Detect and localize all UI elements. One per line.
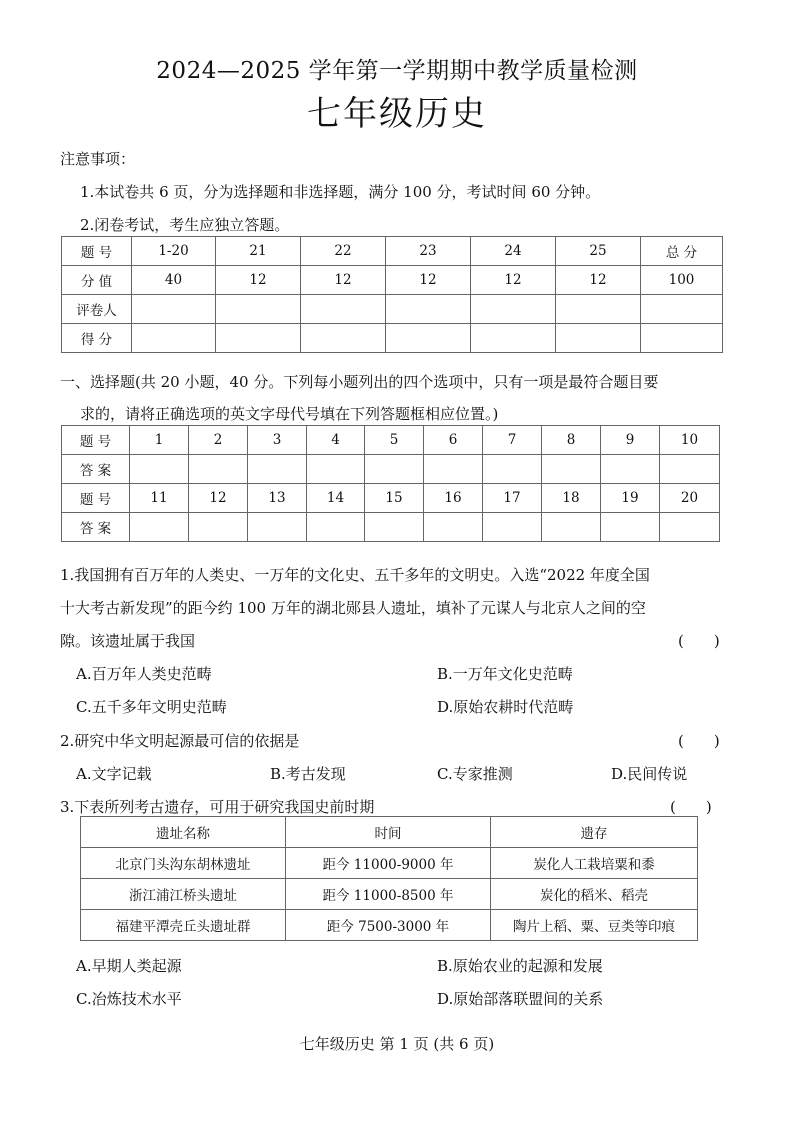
table-cell: 22 — [301, 237, 386, 266]
table-cell: 14 — [307, 484, 365, 513]
table-cell: 北京门头沟东胡林遗址 — [81, 848, 286, 879]
table-cell: 12 — [386, 266, 471, 295]
table-cell: 100 — [641, 266, 723, 295]
table-cell: 总 分 — [641, 237, 723, 266]
table-cell: 1-20 — [132, 237, 216, 266]
grader-cell[interactable] — [556, 295, 641, 324]
table-cell: 炭化人工栽培粟和黍 — [491, 848, 698, 879]
page-footer: 七年级历史 第 1 页 (共 6 页) — [299, 1035, 495, 1053]
grader-cell[interactable] — [216, 295, 301, 324]
table-cell: 13 — [248, 484, 307, 513]
answer-cell[interactable] — [248, 455, 307, 484]
q3-site-table — [80, 816, 698, 941]
table-cell: 20 — [660, 484, 720, 513]
q2-stem: 2.研究中华文明起源最可信的依据是 — [60, 732, 300, 750]
answer-cell[interactable] — [248, 513, 307, 542]
table-row — [81, 848, 698, 879]
q3-option-b: B.原始农业的起源和发展 — [437, 957, 603, 975]
q3-option-d: D.原始部落联盟间的关系 — [437, 990, 604, 1008]
table-cell: 陶片上稻、粟、豆类等印痕 — [491, 910, 698, 941]
grader-cell[interactable] — [386, 295, 471, 324]
score-cell[interactable] — [556, 324, 641, 353]
section1-intro-line2: 求的，请将正确选项的英文字母代号填在下列答题框相应位置。) — [80, 405, 499, 423]
grader-cell[interactable] — [641, 295, 723, 324]
exam-title: 2024—2025 学年第一学期期中教学质量检测 — [156, 58, 638, 84]
answer-cell[interactable] — [365, 513, 424, 542]
table-cell: 得 分 — [62, 324, 132, 353]
table-cell: 19 — [601, 484, 660, 513]
table-cell: 答 案 — [62, 455, 130, 484]
grader-cell[interactable] — [132, 295, 216, 324]
table-cell: 10 — [660, 426, 720, 455]
q2-option-c: C.专家推测 — [437, 765, 513, 783]
table-cell: 12 — [216, 266, 301, 295]
q3-stem: 3.下表所列考古遗存，可用于研究我国史前时期 — [60, 798, 375, 816]
note-item-1: 1.本试卷共 6 页，分为选择题和非选择题，满分 100 分，考试时间 60 分钟。 — [80, 183, 601, 201]
answer-table-row — [62, 484, 720, 513]
q1-option-b: B.一万年文化史范畴 — [437, 665, 573, 683]
table-cell: 25 — [556, 237, 641, 266]
answer-cell[interactable] — [660, 455, 720, 484]
answer-cell[interactable] — [483, 513, 542, 542]
table-cell: 距今 11000-8500 年 — [286, 879, 491, 910]
table-cell: 9 — [601, 426, 660, 455]
table-row — [81, 910, 698, 941]
table-cell: 4 — [307, 426, 365, 455]
table-cell: 11 — [130, 484, 189, 513]
answer-cell[interactable] — [130, 513, 189, 542]
notes-heading: 注意事项： — [60, 150, 136, 168]
table-header-cell: 遗存 — [491, 817, 698, 848]
table-cell: 15 — [365, 484, 424, 513]
table-cell: 1 — [130, 426, 189, 455]
table-cell: 福建平潭壳丘头遗址群 — [81, 910, 286, 941]
q1-stem-line3: 隙。该遗址属于我国 — [60, 632, 196, 650]
answer-cell[interactable] — [307, 455, 365, 484]
table-cell: 题 号 — [62, 237, 132, 266]
table-cell: 评卷人 — [62, 295, 132, 324]
table-cell: 21 — [216, 237, 301, 266]
score-cell[interactable] — [641, 324, 723, 353]
score-table-row — [62, 324, 723, 353]
table-cell: 题 号 — [62, 484, 130, 513]
score-cell[interactable] — [471, 324, 556, 353]
section1-intro-line1: 一、选择题(共 20 小题，40 分。下列每小题列出的四个选项中，只有一项是最符合题目要 — [60, 373, 659, 391]
answer-cell[interactable] — [130, 455, 189, 484]
table-cell: 17 — [483, 484, 542, 513]
answer-cell[interactable] — [307, 513, 365, 542]
score-table-row — [62, 266, 723, 295]
q2-option-b: B.考古发现 — [270, 765, 346, 783]
table-cell: 12 — [301, 266, 386, 295]
table-cell: 题 号 — [62, 426, 130, 455]
table-cell: 18 — [542, 484, 601, 513]
q3-option-a: A.早期人类起源 — [76, 957, 182, 975]
table-cell: 炭化的稻米、稻壳 — [491, 879, 698, 910]
table-cell: 12 — [189, 484, 248, 513]
score-cell[interactable] — [301, 324, 386, 353]
table-cell: 12 — [471, 266, 556, 295]
table-cell: 2 — [189, 426, 248, 455]
table-cell: 6 — [424, 426, 483, 455]
table-cell: 距今 11000-9000 年 — [286, 848, 491, 879]
table-cell: 40 — [132, 266, 216, 295]
q3-option-c: C.冶炼技术水平 — [76, 990, 182, 1008]
answer-cell[interactable] — [424, 455, 483, 484]
answer-table — [61, 425, 720, 542]
note-item-2: 2.闭卷考试，考生应独立答题。 — [80, 216, 290, 234]
answer-cell[interactable] — [365, 455, 424, 484]
q2-answer-blank[interactable]: ( ) — [678, 732, 720, 750]
table-cell: 12 — [556, 266, 641, 295]
answer-cell[interactable] — [483, 455, 542, 484]
table-cell: 16 — [424, 484, 483, 513]
table-cell: 答 案 — [62, 513, 130, 542]
table-header-cell: 遗址名称 — [81, 817, 286, 848]
score-cell[interactable] — [386, 324, 471, 353]
answer-cell[interactable] — [189, 455, 248, 484]
table-cell: 8 — [542, 426, 601, 455]
q1-option-d: D.原始农耕时代范畴 — [437, 698, 574, 716]
table-row — [81, 817, 698, 848]
answer-table-row — [62, 513, 720, 542]
q2-option-a: A.文字记载 — [76, 765, 152, 783]
grader-cell[interactable] — [471, 295, 556, 324]
exam-subject: 七年级历史 — [307, 94, 487, 134]
table-cell: 7 — [483, 426, 542, 455]
q1-option-a: A.百万年人类史范畴 — [76, 665, 212, 683]
table-cell: 23 — [386, 237, 471, 266]
q1-stem-line1: 1.我国拥有百万年的人类史、一万年的文化史、五千多年的文明史。入选“2022 年度全国 — [60, 566, 650, 584]
score-table — [61, 236, 723, 353]
q1-option-c: C.五千多年文明史范畴 — [76, 698, 227, 716]
grader-cell[interactable] — [301, 295, 386, 324]
table-cell: 5 — [365, 426, 424, 455]
answer-cell[interactable] — [542, 455, 601, 484]
answer-cell[interactable] — [424, 513, 483, 542]
answer-cell[interactable] — [189, 513, 248, 542]
table-cell: 浙江浦江桥头遗址 — [81, 879, 286, 910]
table-header-cell: 时间 — [286, 817, 491, 848]
score-cell[interactable] — [132, 324, 216, 353]
answer-table-row — [62, 426, 720, 455]
answer-cell[interactable] — [660, 513, 720, 542]
q1-stem-line2: 十大考古新发现”的距今约 100 万年的湖北郧县人遗址，填补了元谋人与北京人之间的空 — [60, 599, 646, 617]
score-table-row — [62, 295, 723, 324]
q1-answer-blank[interactable]: ( ) — [678, 632, 720, 650]
table-cell: 24 — [471, 237, 556, 266]
table-cell: 距今 7500-3000 年 — [286, 910, 491, 941]
score-cell[interactable] — [216, 324, 301, 353]
answer-cell[interactable] — [542, 513, 601, 542]
answer-cell[interactable] — [601, 513, 660, 542]
q3-answer-blank[interactable]: ( ) — [670, 798, 712, 816]
q2-option-d: D.民间传说 — [611, 765, 688, 783]
answer-table-row — [62, 455, 720, 484]
table-row — [81, 879, 698, 910]
answer-cell[interactable] — [601, 455, 660, 484]
table-cell: 3 — [248, 426, 307, 455]
table-cell: 分 值 — [62, 266, 132, 295]
score-table-row — [62, 237, 723, 266]
